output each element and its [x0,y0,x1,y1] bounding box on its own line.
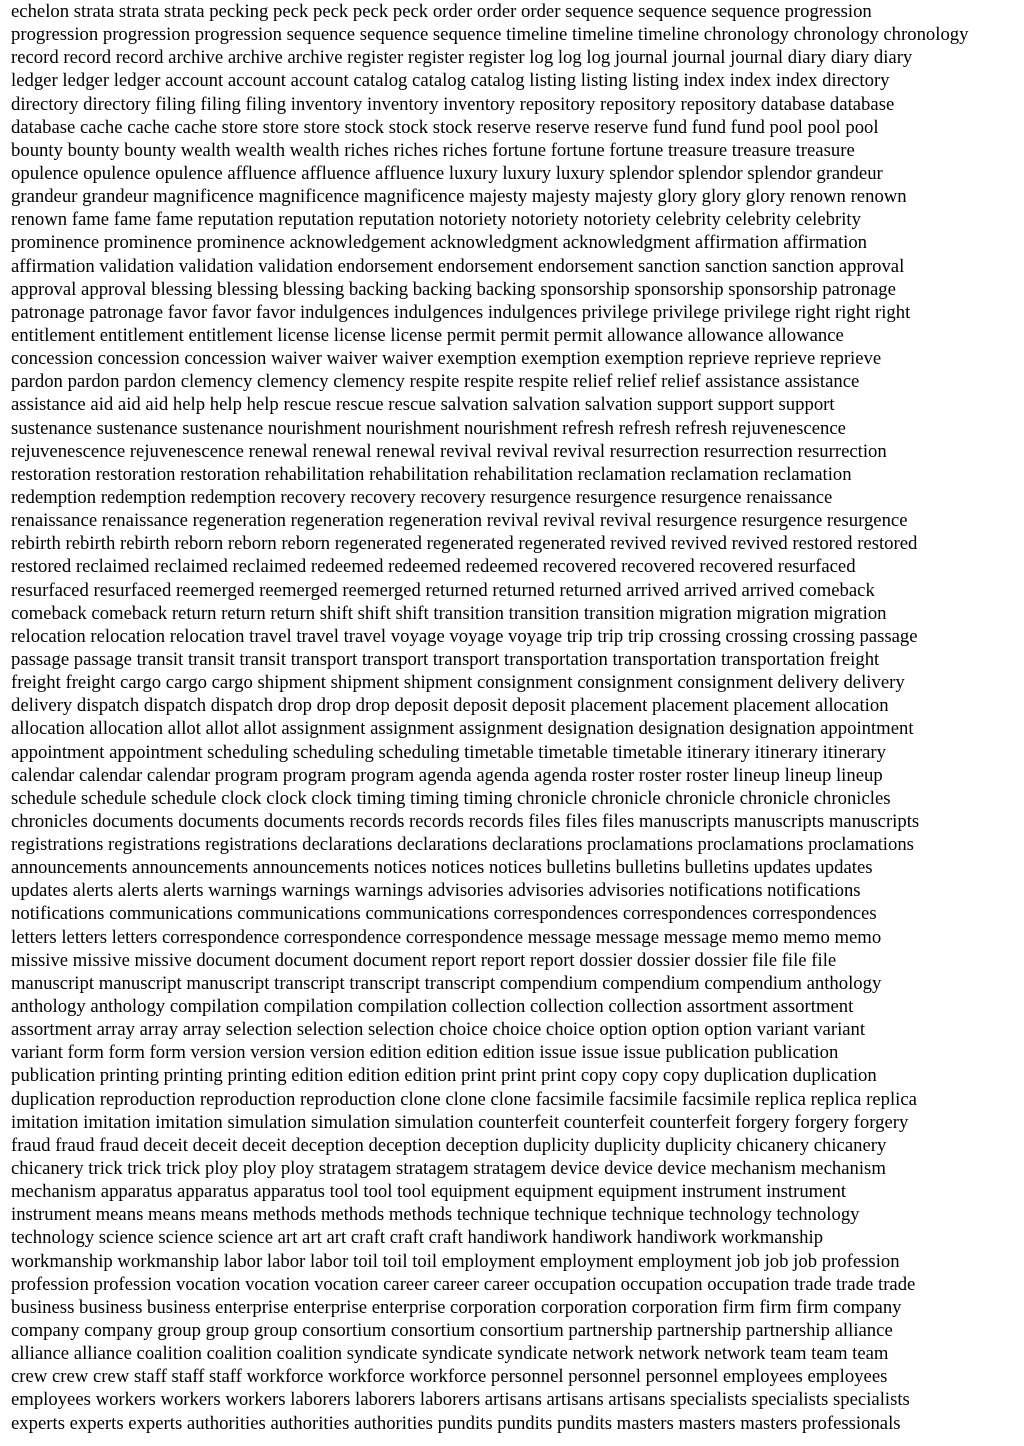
text-line: sustenance sustenance sustenance nourishment nourishment nourishment refresh refresh refresh rejuvenescence [11,417,846,439]
text-line: updates alerts alerts alerts warnings warnings warnings advisories advisories advisories notifications notifications [11,880,861,902]
text-line: fraud fraud fraud deceit deceit deceit deception deception deception duplicity duplicity duplicity chicanery chicanery [11,1134,887,1156]
text-line: experts experts experts authorities authorities authorities pundits pundits pundits masters masters masters professionals [11,1412,901,1434]
text-line: progression progression progression sequence sequence sequence timeline timeline timeline chronology chronology chronology [11,24,969,46]
text-line: employees workers workers workers laborers laborers laborers artisans artisans artisans specialists specialists specialists [11,1389,910,1411]
text-line: database cache cache cache store store store stock stock stock reserve reserve reserve fund fund fund pool pool pool [11,116,879,138]
text-line: allocation allocation allot allot allot assignment assignment assignment designation designation designation appointment [11,718,914,740]
text-line: opulence opulence opulence affluence affluence affluence luxury luxury luxury splendor splendor splendor grandeur [11,162,883,184]
text-line: registrations registrations registrations declarations declarations declarations proclamations proclamations proclamations [11,834,914,856]
text-line: prominence prominence prominence acknowledgement acknowledgment acknowledgment affirmation affirmation [11,232,868,254]
text-line: workmanship workmanship labor labor labor toil toil toil employment employment employment job job job profession [11,1250,900,1272]
text-line: variant form form form version version version edition edition edition issue issue issue publication publication [11,1042,839,1064]
text-line: chronicles documents documents documents records records records files files files manuscripts manuscripts manuscripts [11,810,920,832]
text-line: restoration restoration restoration rehabilitation rehabilitation rehabilitation reclamation reclamation reclamation [11,463,852,485]
text-line: entitlement entitlement entitlement license license license permit permit permit allowance allowance allowance [11,324,844,346]
text-line: company company group group group consortium consortium consortium partnership partnership partnership alliance [11,1320,893,1342]
text-line: comeback comeback return return return shift shift shift transition transition transition migration migration migration [11,602,887,624]
text-line: grandeur grandeur magnificence magnificence magnificence majesty majesty majesty glory glory glory renown renown [11,186,907,208]
text-line: chicanery trick trick trick ploy ploy ploy stratagem stratagem stratagem device device device mechanism mechanism [11,1158,886,1180]
text-line: record record record archive archive archive register register register log log log journal journal journal diary diary diary [11,47,913,69]
text-line: concession concession concession waiver waiver waiver exemption exemption exemption reprieve reprieve reprieve [11,348,882,370]
text-line: manuscript manuscript manuscript transcript transcript transcript compendium compendium compendium anthology [11,972,882,994]
text-line: affirmation validation validation validation endorsement endorsement endorsement sanction sanction sanction approval [11,255,905,277]
text-line: mechanism apparatus apparatus apparatus tool tool tool equipment equipment equipment instrument instrument [11,1181,847,1203]
text-line: missive missive missive document document document report report report dossier dossier dossier file file file [11,949,837,971]
text-line: business business business enterprise enterprise enterprise corporation corporation corporation firm firm firm company [11,1296,902,1318]
text-line: renaissance renaissance regeneration regeneration regeneration revival revival revival resurgence resurgence resurgence [11,510,908,532]
text-line: renown fame fame fame reputation reputation reputation notoriety notoriety notoriety celebrity celebrity celebrity [11,209,861,231]
text-line: calendar calendar calendar program program program agenda agenda agenda roster roster roster lineup lineup lineup [11,764,883,786]
text-line: freight freight cargo cargo cargo shipment shipment shipment consignment consignment consignment delivery delivery [11,672,905,694]
text-line: letters letters letters correspondence correspondence correspondence message message message memo memo memo [11,926,882,948]
text-line: pardon pardon pardon clemency clemency clemency respite respite respite relief relief relief assistance assistance [11,371,860,393]
text-line: anthology anthology compilation compilation compilation collection collection collection assortment assortment [11,996,854,1018]
text-line: announcements announcements announcements notices notices notices bulletins bulletins bulletins updates updates [11,857,873,879]
text-line: duplication reproduction reproduction reproduction clone clone clone facsimile facsimile facsimile replica replica replica [11,1088,917,1110]
text-line: imitation imitation imitation simulation simulation simulation counterfeit counterfeit counterfeit forgery forgery forgery [11,1111,909,1133]
text-line: approval approval blessing blessing blessing backing backing backing sponsorship sponsorship sponsorship patronage [11,278,896,300]
text-line: profession profession vocation vocation vocation career career career occupation occupation occupation trade trade trade [11,1273,916,1295]
text-line: bounty bounty bounty wealth wealth wealth riches riches riches fortune fortune fortune treasure treasure treasure [11,139,855,161]
text-line: directory directory filing filing filing inventory inventory inventory repository repository repository database database [11,93,895,115]
text-line: alliance alliance coalition coalition coalition syndicate syndicate syndicate network network network team team team [11,1343,889,1365]
text-line: rebirth rebirth rebirth reborn reborn reborn regenerated regenerated regenerated revived revived revived restored restored [11,533,918,555]
text-line: resurfaced resurfaced reemerged reemerged reemerged returned returned returned arrived arrived arrived comeback [11,579,875,601]
text-line: rejuvenescence rejuvenescence renewal renewal renewal revival revival revival resurrection resurrection resurrection [11,440,887,462]
text-line: appointment appointment scheduling scheduling scheduling timetable timetable timetable itinerary itinerary itinerary [11,741,886,763]
text-line: redemption redemption redemption recovery recovery recovery resurgence resurgence resurgence renaissance [11,486,833,508]
text-line: instrument means means means methods methods methods technique technique technique technology technology [11,1204,860,1226]
text-line: assistance aid aid aid help help help rescue rescue rescue salvation salvation salvation support support support [11,394,835,416]
text-line: patronage patronage favor favor favor indulgences indulgences indulgences privilege privilege privilege right right right [11,301,911,323]
text-line: technology science science science art art art craft craft craft handiwork handiwork handiwork workmanship [11,1227,824,1249]
text-line: assortment array array array selection selection selection choice choice choice option option option variant variant [11,1019,866,1041]
text-line: restored reclaimed reclaimed reclaimed redeemed redeemed redeemed recovered recovered recovered resurfaced [11,556,856,578]
document-page [11,0,1019,1435]
text-line: schedule schedule schedule clock clock clock timing timing timing chronicle chronicle chronicle chronicle chronicles [11,787,891,809]
text-line: crew crew crew staff staff staff workforce workforce workforce personnel personnel personnel employees employees [11,1366,888,1388]
text-line: relocation relocation relocation travel travel travel voyage voyage voyage trip trip trip crossing crossing crossing passage [11,625,918,647]
text-line: notifications communications communications communications correspondences correspondences correspondences [11,903,877,925]
text-line: echelon strata strata strata pecking peck peck peck peck order order order sequence sequence sequence progression [11,1,872,22]
text-line: passage passage transit transit transit transport transport transport transportation transportation transportation freight [11,648,880,670]
text-line: publication printing printing printing edition edition edition print print print copy copy copy duplication duplication [11,1065,877,1087]
text-line: delivery dispatch dispatch dispatch drop drop drop deposit deposit deposit placement placement placement allocation [11,695,889,717]
text-line: ledger ledger ledger account account account catalog catalog catalog listing listing listing index index index directory [11,70,890,92]
